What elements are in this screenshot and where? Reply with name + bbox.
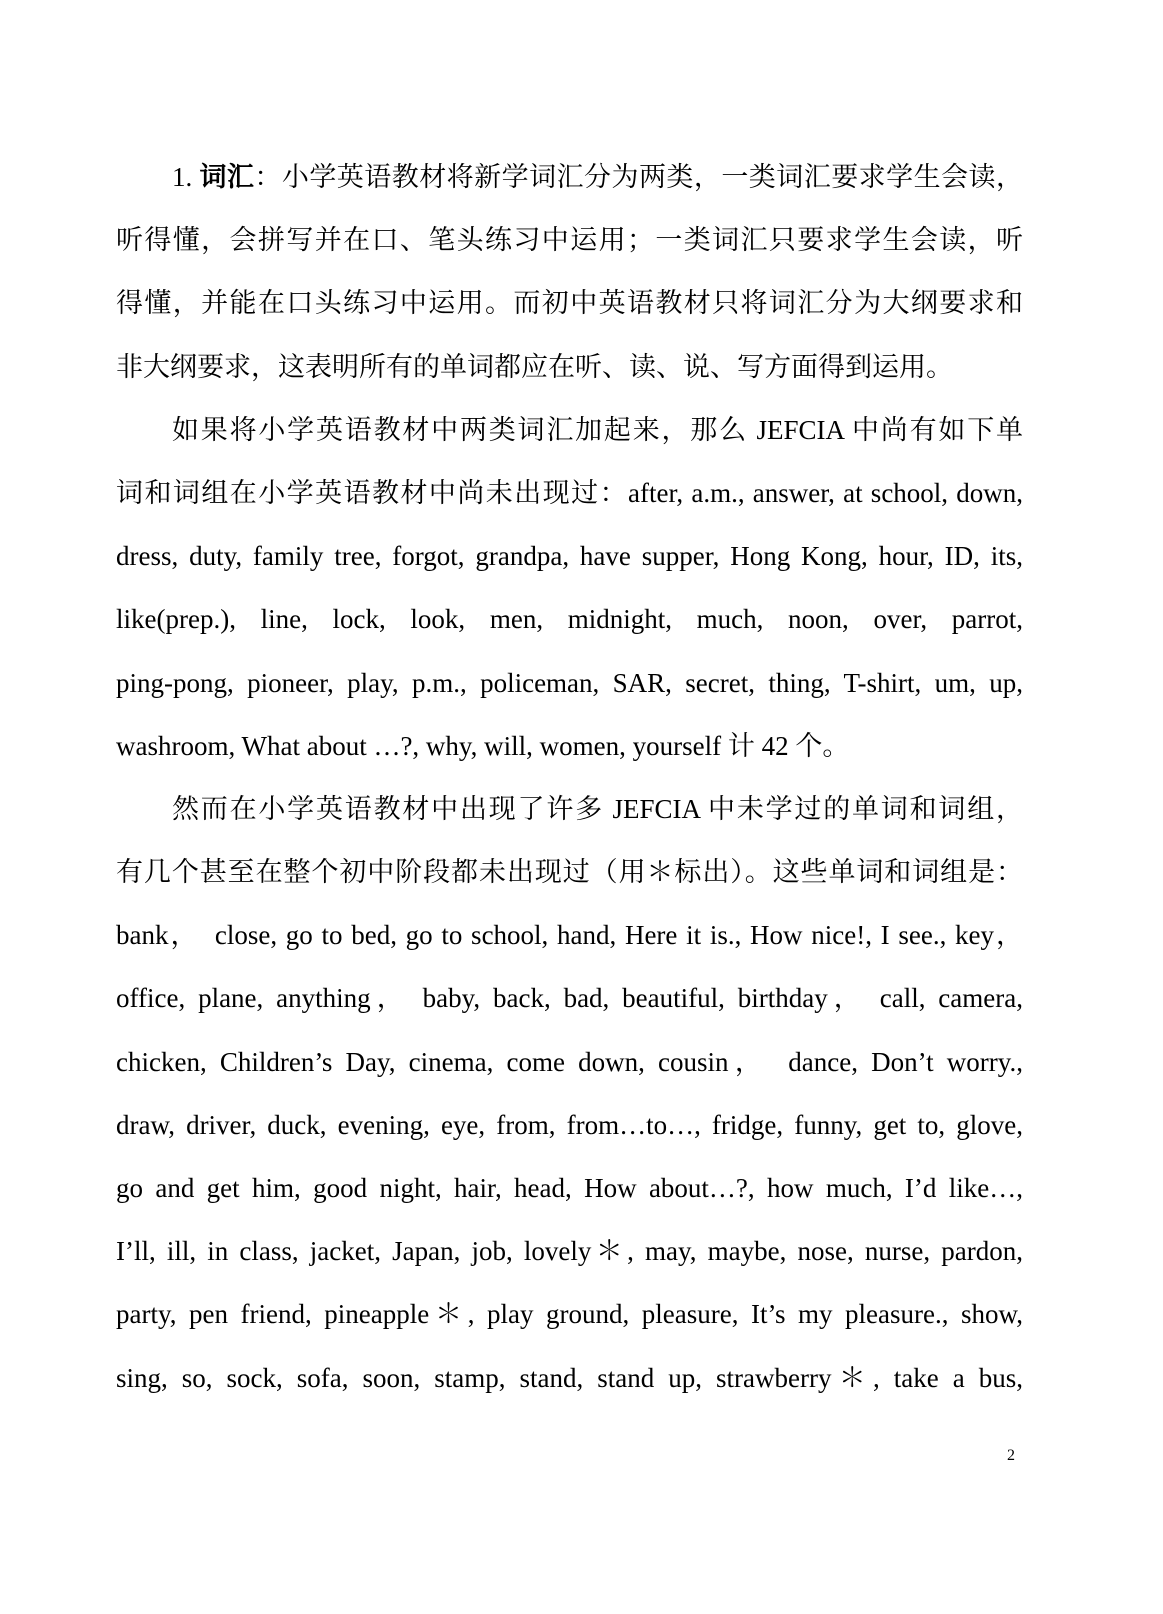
section-number: 1.: [172, 162, 200, 192]
text-line: office, plane, anything， baby, back, bad, beautiful, birthday， call, camera,: [116, 983, 1023, 1014]
text-line: 听得懂，会拼写并在口、笔头练习中运用；一类词汇只要求学生会读，听: [116, 225, 1023, 256]
body-text: [116, 146, 1023, 1410]
text-line: 然而在小学英语教材中出现了许多 JEFCIA 中未学过的单词和词组，: [172, 793, 1023, 824]
section-colon: ：: [254, 162, 282, 192]
section-intro: 小学英语教材将新学词汇分为两类，一类词汇要求学生会读，: [281, 162, 1024, 192]
text-line: like(prep.), line, lock, look, men, midnight, much, noon, over, parrot,: [116, 604, 1023, 635]
text-line: chicken, Children’s Day, cinema, come down, cousin， dance, Don’t worry.,: [116, 1046, 1023, 1077]
text-line: bank， close, go to bed, go to school, hand, Here it is., How nice!, I see., key，: [116, 920, 1023, 951]
text-line: dress, duty, family tree, forgot, grandpa, have supper, Hong Kong, hour, ID, its,: [116, 541, 1023, 572]
text-line: 得懂，并能在口头练习中运用。而初中英语教材只将词汇分为大纲要求和: [116, 288, 1023, 319]
text-line: 非大纲要求，这表明所有的单词都应在听、读、说、写方面得到运用。: [116, 351, 953, 382]
text-line: go and get him, good night, hair, head, How about…?, how much, I’d like…,: [116, 1173, 1023, 1203]
section-term: 词汇: [199, 162, 255, 192]
text-line: 有几个甚至在整个初中阶段都未出现过（用＊标出）。这些单词和词组是：: [116, 857, 1023, 888]
text-line: party, pen friend, pineapple＊, play ground, pleasure, It’s my pleasure., show,: [116, 1299, 1023, 1330]
text-line: sing, so, sock, sofa, soon, stamp, stand, stand up, strawberry＊, take a bus,: [116, 1362, 1023, 1393]
paragraph-heading-line: [116, 146, 1023, 209]
text-line: 如果将小学英语教材中两类词汇加起来，那么 JEFCIA 中尚有如下单: [172, 414, 1023, 445]
page-number: 2: [1007, 1447, 1015, 1464]
text-line: washroom, What about …?, why, will, women, yourself 计 42 个。: [116, 730, 850, 761]
text-line: I’ll, ill, in class, jacket, Japan, job, lovely＊, may, maybe, nose, nurse, pardon,: [116, 1236, 1023, 1267]
text-line: ping-pong, pioneer, play, p.m., policeman, SAR, secret, thing, T-shirt, um, up,: [116, 667, 1023, 698]
text-line: 词和词组在小学英语教材中尚未出现过：after, a.m., answer, at school, down,: [116, 477, 1023, 508]
text-line: draw, driver, duck, evening, eye, from, from…to…, fridge, funny, get to, glove,: [116, 1109, 1023, 1140]
